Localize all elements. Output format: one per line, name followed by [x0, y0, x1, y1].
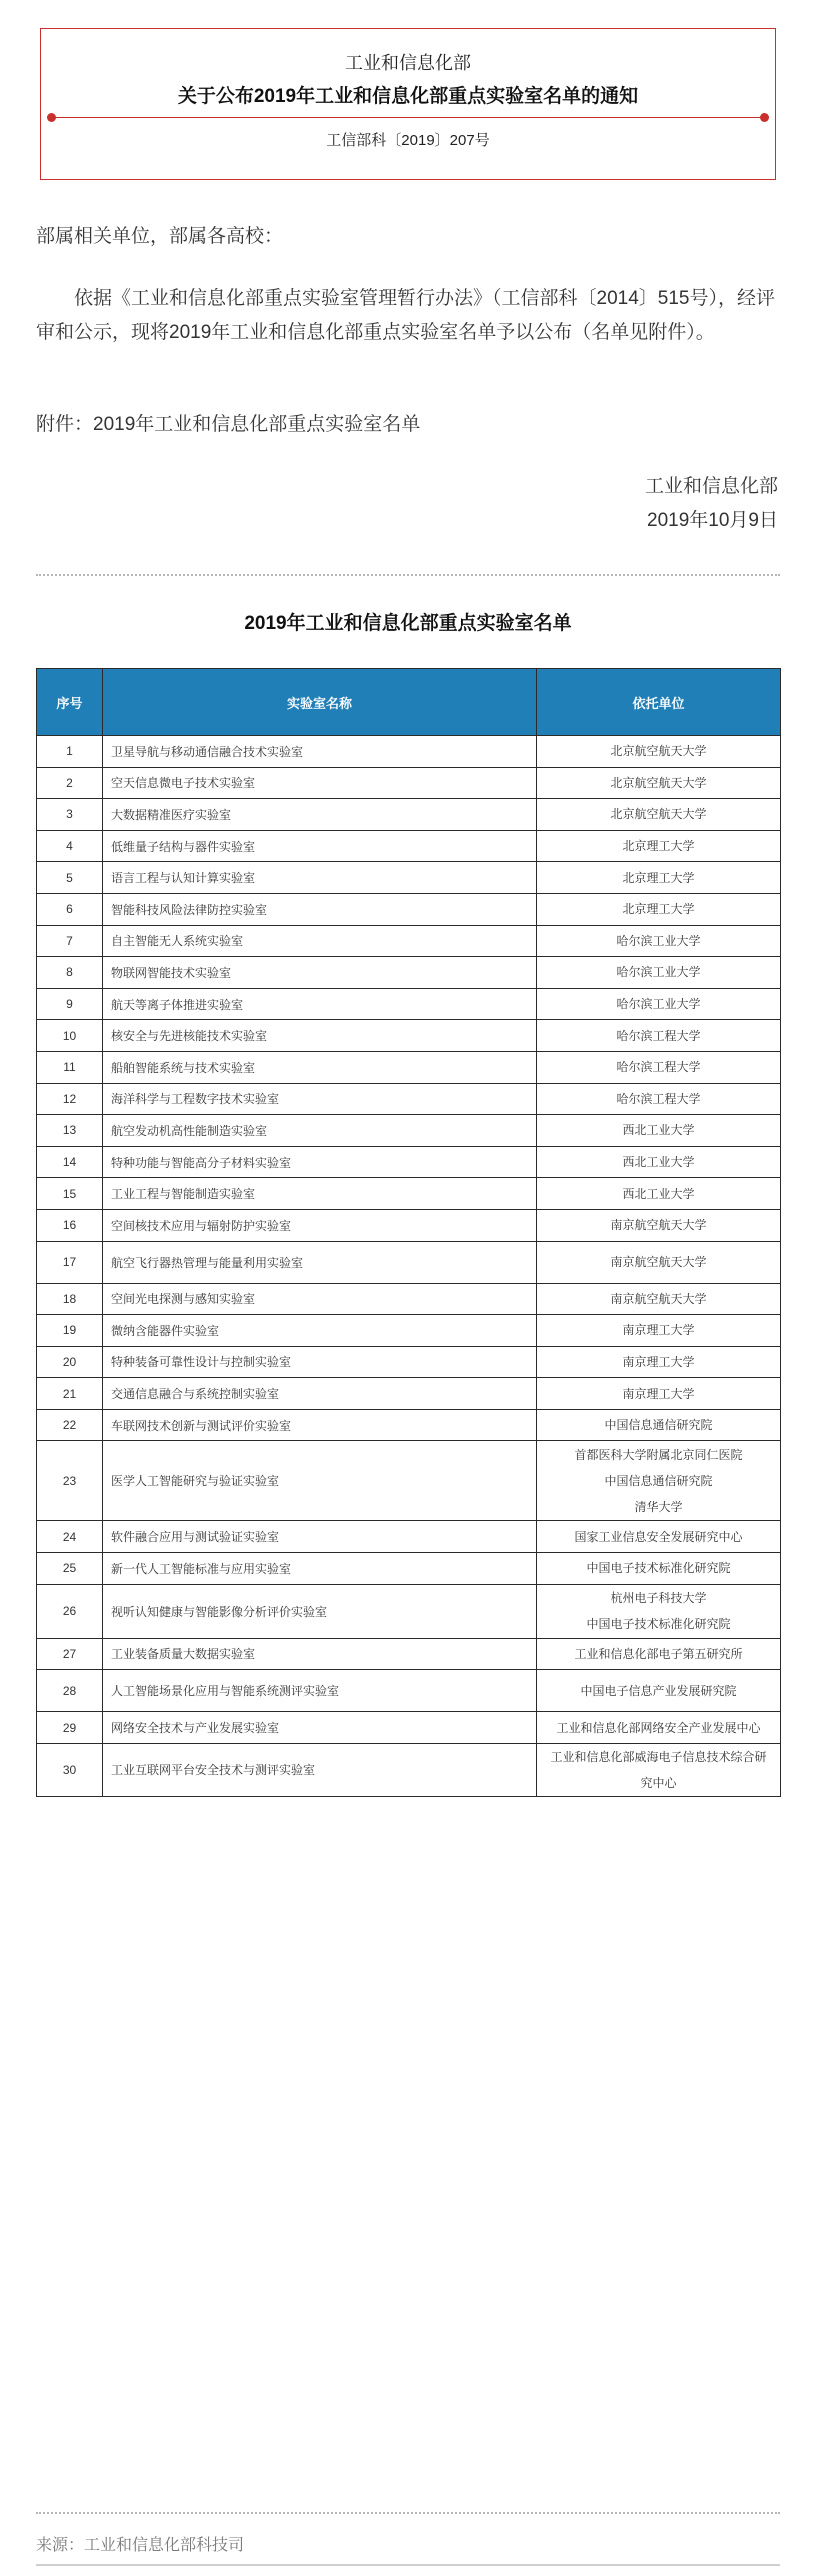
- host-unit-cell: [537, 1083, 781, 1115]
- lab-name: 特种功能与智能高分子材料实验室: [103, 1146, 537, 1178]
- signer-name: 工业和信息化部: [644, 476, 778, 497]
- host-unit: 哈尔滨工业大学: [616, 965, 701, 980]
- lab-name: 新一代人工智能标准与应用实验室: [103, 1553, 537, 1585]
- lab-name: 航空发动机高性能制造实验室: [103, 1115, 537, 1147]
- lab-name: 航天等离子体推进实验室: [103, 988, 537, 1020]
- host-unit: 北京航空航天大学: [610, 807, 707, 822]
- divider-dot-left: [47, 113, 56, 122]
- host-unit-cell: [537, 736, 781, 768]
- lab-name: 工业装备质量大数据实验室: [103, 1638, 537, 1670]
- row-number: 21: [37, 1378, 103, 1410]
- lab-name: 空间核技术应用与辐射防护实验室: [103, 1209, 537, 1241]
- host-unit-cell: [537, 1378, 781, 1410]
- lab-name: 空间光电探测与感知实验室: [103, 1283, 537, 1315]
- table-row: [37, 1283, 781, 1315]
- signature-block: [645, 470, 778, 538]
- table-row: [37, 1743, 781, 1796]
- host-unit-cell: [537, 1670, 781, 1712]
- row-number: 14: [37, 1146, 103, 1178]
- host-unit: 南京航空航天大学: [610, 1218, 707, 1233]
- row-number: 27: [37, 1638, 103, 1670]
- notice-title: 关于公布2019年工业和信息化部重点实验室名单的通知: [177, 86, 639, 107]
- table-row: [37, 799, 781, 831]
- row-number: 13: [37, 1115, 103, 1147]
- header-number: 序号: [37, 669, 103, 736]
- row-number: 12: [37, 1083, 103, 1115]
- host-unit: 南京理工大学: [622, 1386, 695, 1401]
- host-unit-cell: [537, 1315, 781, 1347]
- table-row: [37, 1670, 781, 1712]
- host-unit: 哈尔滨工程大学: [616, 1060, 701, 1075]
- row-number: 26: [37, 1584, 103, 1638]
- host-unit: 南京航空航天大学: [610, 1255, 707, 1269]
- host-unit-cell: [537, 1409, 781, 1441]
- host-unit-cell: [537, 1553, 781, 1585]
- host-unit-cell: [537, 1115, 781, 1147]
- row-number: 15: [37, 1178, 103, 1210]
- issuer: 工业和信息化部: [345, 53, 471, 73]
- table-row: [37, 767, 781, 799]
- table-row: [37, 957, 781, 989]
- row-number: 1: [37, 736, 103, 768]
- row-number: 25: [37, 1553, 103, 1585]
- host-unit: 中国电子技术标准化研究院: [586, 1617, 731, 1632]
- table-row: [37, 1409, 781, 1441]
- host-unit-cell: [537, 988, 781, 1020]
- host-unit-cell: [537, 925, 781, 957]
- host-unit: 南京航空航天大学: [610, 1291, 707, 1306]
- table-row: [37, 925, 781, 957]
- lab-name: 语言工程与认知计算实验室: [103, 862, 537, 894]
- host-unit-cell: [537, 862, 781, 894]
- lab-name: 工业工程与智能制造实验室: [103, 1178, 537, 1210]
- row-number: 10: [37, 1020, 103, 1052]
- table-row: [37, 1178, 781, 1210]
- row-number: 28: [37, 1670, 103, 1712]
- row-number: 5: [37, 862, 103, 894]
- row-number: 9: [37, 988, 103, 1020]
- host-unit-cell: [537, 1441, 781, 1521]
- host-unit-cell: [537, 957, 781, 989]
- attachment-line: 附件：2019年工业和信息化部重点实验室名单: [36, 414, 421, 435]
- row-number: 4: [37, 830, 103, 862]
- laboratory-table: [36, 668, 781, 1797]
- header-host-unit: 依托单位: [537, 669, 781, 736]
- notice-paragraph: 依据《工业和信息化部重点实验室管理暂行办法》（工信部科〔2014〕515号），经评审和公示，现将2019年工业和信息化部重点实验室名单予以公布（名单见附件）。: [36, 288, 775, 343]
- host-unit-cell: [537, 1178, 781, 1210]
- table-row: [37, 1020, 781, 1052]
- bottom-divider: [36, 2564, 780, 2566]
- lab-name: 车联网技术创新与测试评价实验室: [103, 1409, 537, 1441]
- host-unit-cell: [537, 1712, 781, 1744]
- row-number: 3: [37, 799, 103, 831]
- host-unit: 北京理工大学: [622, 902, 695, 917]
- host-unit: 哈尔滨工程大学: [616, 1028, 701, 1043]
- host-unit: 北京理工大学: [622, 839, 695, 854]
- host-unit: 西北工业大学: [622, 1123, 695, 1138]
- host-unit-cell: [537, 830, 781, 862]
- dotted-divider: [36, 574, 780, 576]
- host-unit: 南京理工大学: [622, 1354, 695, 1369]
- table-row: [37, 1315, 781, 1347]
- divider-dot-right: [760, 113, 769, 122]
- row-number: 6: [37, 893, 103, 925]
- row-number: 17: [37, 1241, 103, 1283]
- table-row: [37, 830, 781, 862]
- host-unit: 工业和信息化部威海电子信息技术综合研究中心: [550, 1749, 767, 1790]
- host-unit-cell: [537, 1743, 781, 1796]
- host-unit: 杭州电子科技大学: [610, 1591, 707, 1606]
- row-number: 18: [37, 1283, 103, 1315]
- lab-name: 航空飞行器热管理与能量利用实验室: [103, 1241, 537, 1283]
- host-unit-cell: [537, 1020, 781, 1052]
- lab-name: 人工智能场景化应用与智能系统测评实验室: [103, 1670, 537, 1712]
- lab-name: 网络安全技术与产业发展实验室: [103, 1712, 537, 1744]
- lab-name: 交通信息融合与系统控制实验室: [103, 1378, 537, 1410]
- table-row: [37, 1241, 781, 1283]
- lab-name: 大数据精准医疗实验室: [103, 799, 537, 831]
- host-unit-cell: [537, 893, 781, 925]
- header-divider: [51, 117, 765, 118]
- host-unit: 哈尔滨工业大学: [616, 933, 701, 948]
- table-row: [37, 1083, 781, 1115]
- document-number: 工信部科〔2019〕207号: [326, 132, 490, 149]
- table-row: [37, 988, 781, 1020]
- row-number: 23: [37, 1441, 103, 1521]
- row-number: 30: [37, 1743, 103, 1796]
- dotted-divider: [36, 2512, 780, 2514]
- lab-name: 物联网智能技术实验室: [103, 957, 537, 989]
- table-row: [37, 1712, 781, 1744]
- host-unit: 工业和信息化部网络安全产业发展中心: [556, 1720, 761, 1735]
- header-lab-name: 实验室名称: [103, 669, 537, 736]
- table-row: [37, 1115, 781, 1147]
- table-row: [37, 1584, 781, 1638]
- host-unit: 哈尔滨工业大学: [616, 997, 701, 1012]
- host-unit-cell: [537, 1346, 781, 1378]
- table-row: [37, 1638, 781, 1670]
- lab-name: 特种装备可靠性设计与控制实验室: [103, 1346, 537, 1378]
- lab-name: 海洋科学与工程数字技术实验室: [103, 1083, 537, 1115]
- host-unit-cell: [537, 1146, 781, 1178]
- host-unit: 中国电子信息产业发展研究院: [580, 1683, 737, 1698]
- host-unit: 南京理工大学: [622, 1323, 695, 1338]
- row-number: 24: [37, 1521, 103, 1553]
- table-row: [37, 893, 781, 925]
- host-unit-cell: [537, 767, 781, 799]
- host-unit-cell: [537, 1051, 781, 1083]
- lab-name: 空天信息微电子技术实验室: [103, 767, 537, 799]
- host-unit: 中国信息通信研究院: [604, 1418, 713, 1433]
- lab-name: 微纳含能器件实验室: [103, 1315, 537, 1347]
- lab-name: 卫星导航与移动通信融合技术实验室: [103, 736, 537, 768]
- host-unit: 国家工业信息安全发展研究中心: [574, 1529, 743, 1544]
- lab-name: 自主智能无人系统实验室: [103, 925, 537, 957]
- lab-name: 工业互联网平台安全技术与测评实验室: [103, 1743, 537, 1796]
- salutation: 部属相关单位，部属各高校：: [36, 226, 284, 247]
- row-number: 19: [37, 1315, 103, 1347]
- lab-name: 视听认知健康与智能影像分析评价实验室: [103, 1584, 537, 1638]
- lab-name: 软件融合应用与测试验证实验室: [103, 1521, 537, 1553]
- host-unit: 哈尔滨工程大学: [616, 1091, 701, 1106]
- table-row: [37, 1209, 781, 1241]
- table-row: [37, 1146, 781, 1178]
- row-number: 8: [37, 957, 103, 989]
- table-row: [37, 1441, 781, 1521]
- row-number: 7: [37, 925, 103, 957]
- host-unit-cell: [537, 799, 781, 831]
- table-row: [37, 1051, 781, 1083]
- row-number: 29: [37, 1712, 103, 1744]
- row-number: 16: [37, 1209, 103, 1241]
- host-unit: 西北工业大学: [622, 1155, 695, 1170]
- source-note: 来源：工业和信息化部科技司: [36, 2537, 245, 2554]
- table-row: [37, 862, 781, 894]
- row-number: 20: [37, 1346, 103, 1378]
- host-unit: 清华大学: [634, 1499, 683, 1514]
- table-row: [37, 1346, 781, 1378]
- list-title: 2019年工业和信息化部重点实验室名单: [244, 613, 572, 634]
- host-unit: 中国电子技术标准化研究院: [586, 1561, 731, 1576]
- lab-name: 医学人工智能研究与验证实验室: [103, 1441, 537, 1521]
- table-row: [37, 1553, 781, 1585]
- host-unit-cell: [537, 1283, 781, 1315]
- signature-date: 2019年10月9日: [647, 510, 778, 531]
- host-unit-cell: [537, 1521, 781, 1553]
- table-row: [37, 736, 781, 768]
- host-unit-cell: [537, 1584, 781, 1638]
- host-unit: 西北工业大学: [622, 1186, 695, 1201]
- table-row: [37, 1378, 781, 1410]
- lab-name: 低维量子结构与器件实验室: [103, 830, 537, 862]
- host-unit: 中国信息通信研究院: [604, 1473, 713, 1488]
- row-number: 2: [37, 767, 103, 799]
- table-row: [37, 1521, 781, 1553]
- row-number: 22: [37, 1409, 103, 1441]
- host-unit: 工业和信息化部电子第五研究所: [574, 1646, 743, 1661]
- host-unit: 北京航空航天大学: [610, 775, 707, 790]
- host-unit: 北京航空航天大学: [610, 744, 707, 759]
- lab-name: 核安全与先进核能技术实验室: [103, 1020, 537, 1052]
- lab-name: 智能科技风险法律防控实验室: [103, 893, 537, 925]
- host-unit-cell: [537, 1209, 781, 1241]
- host-unit-cell: [537, 1241, 781, 1283]
- row-number: 11: [37, 1051, 103, 1083]
- host-unit-cell: [537, 1638, 781, 1670]
- table-header-row: [37, 669, 781, 736]
- notice-header: [40, 28, 776, 180]
- host-unit: 北京理工大学: [622, 870, 695, 885]
- lab-name: 船舶智能系统与技术实验室: [103, 1051, 537, 1083]
- host-unit: 首都医科大学附属北京同仁医院: [574, 1447, 743, 1462]
